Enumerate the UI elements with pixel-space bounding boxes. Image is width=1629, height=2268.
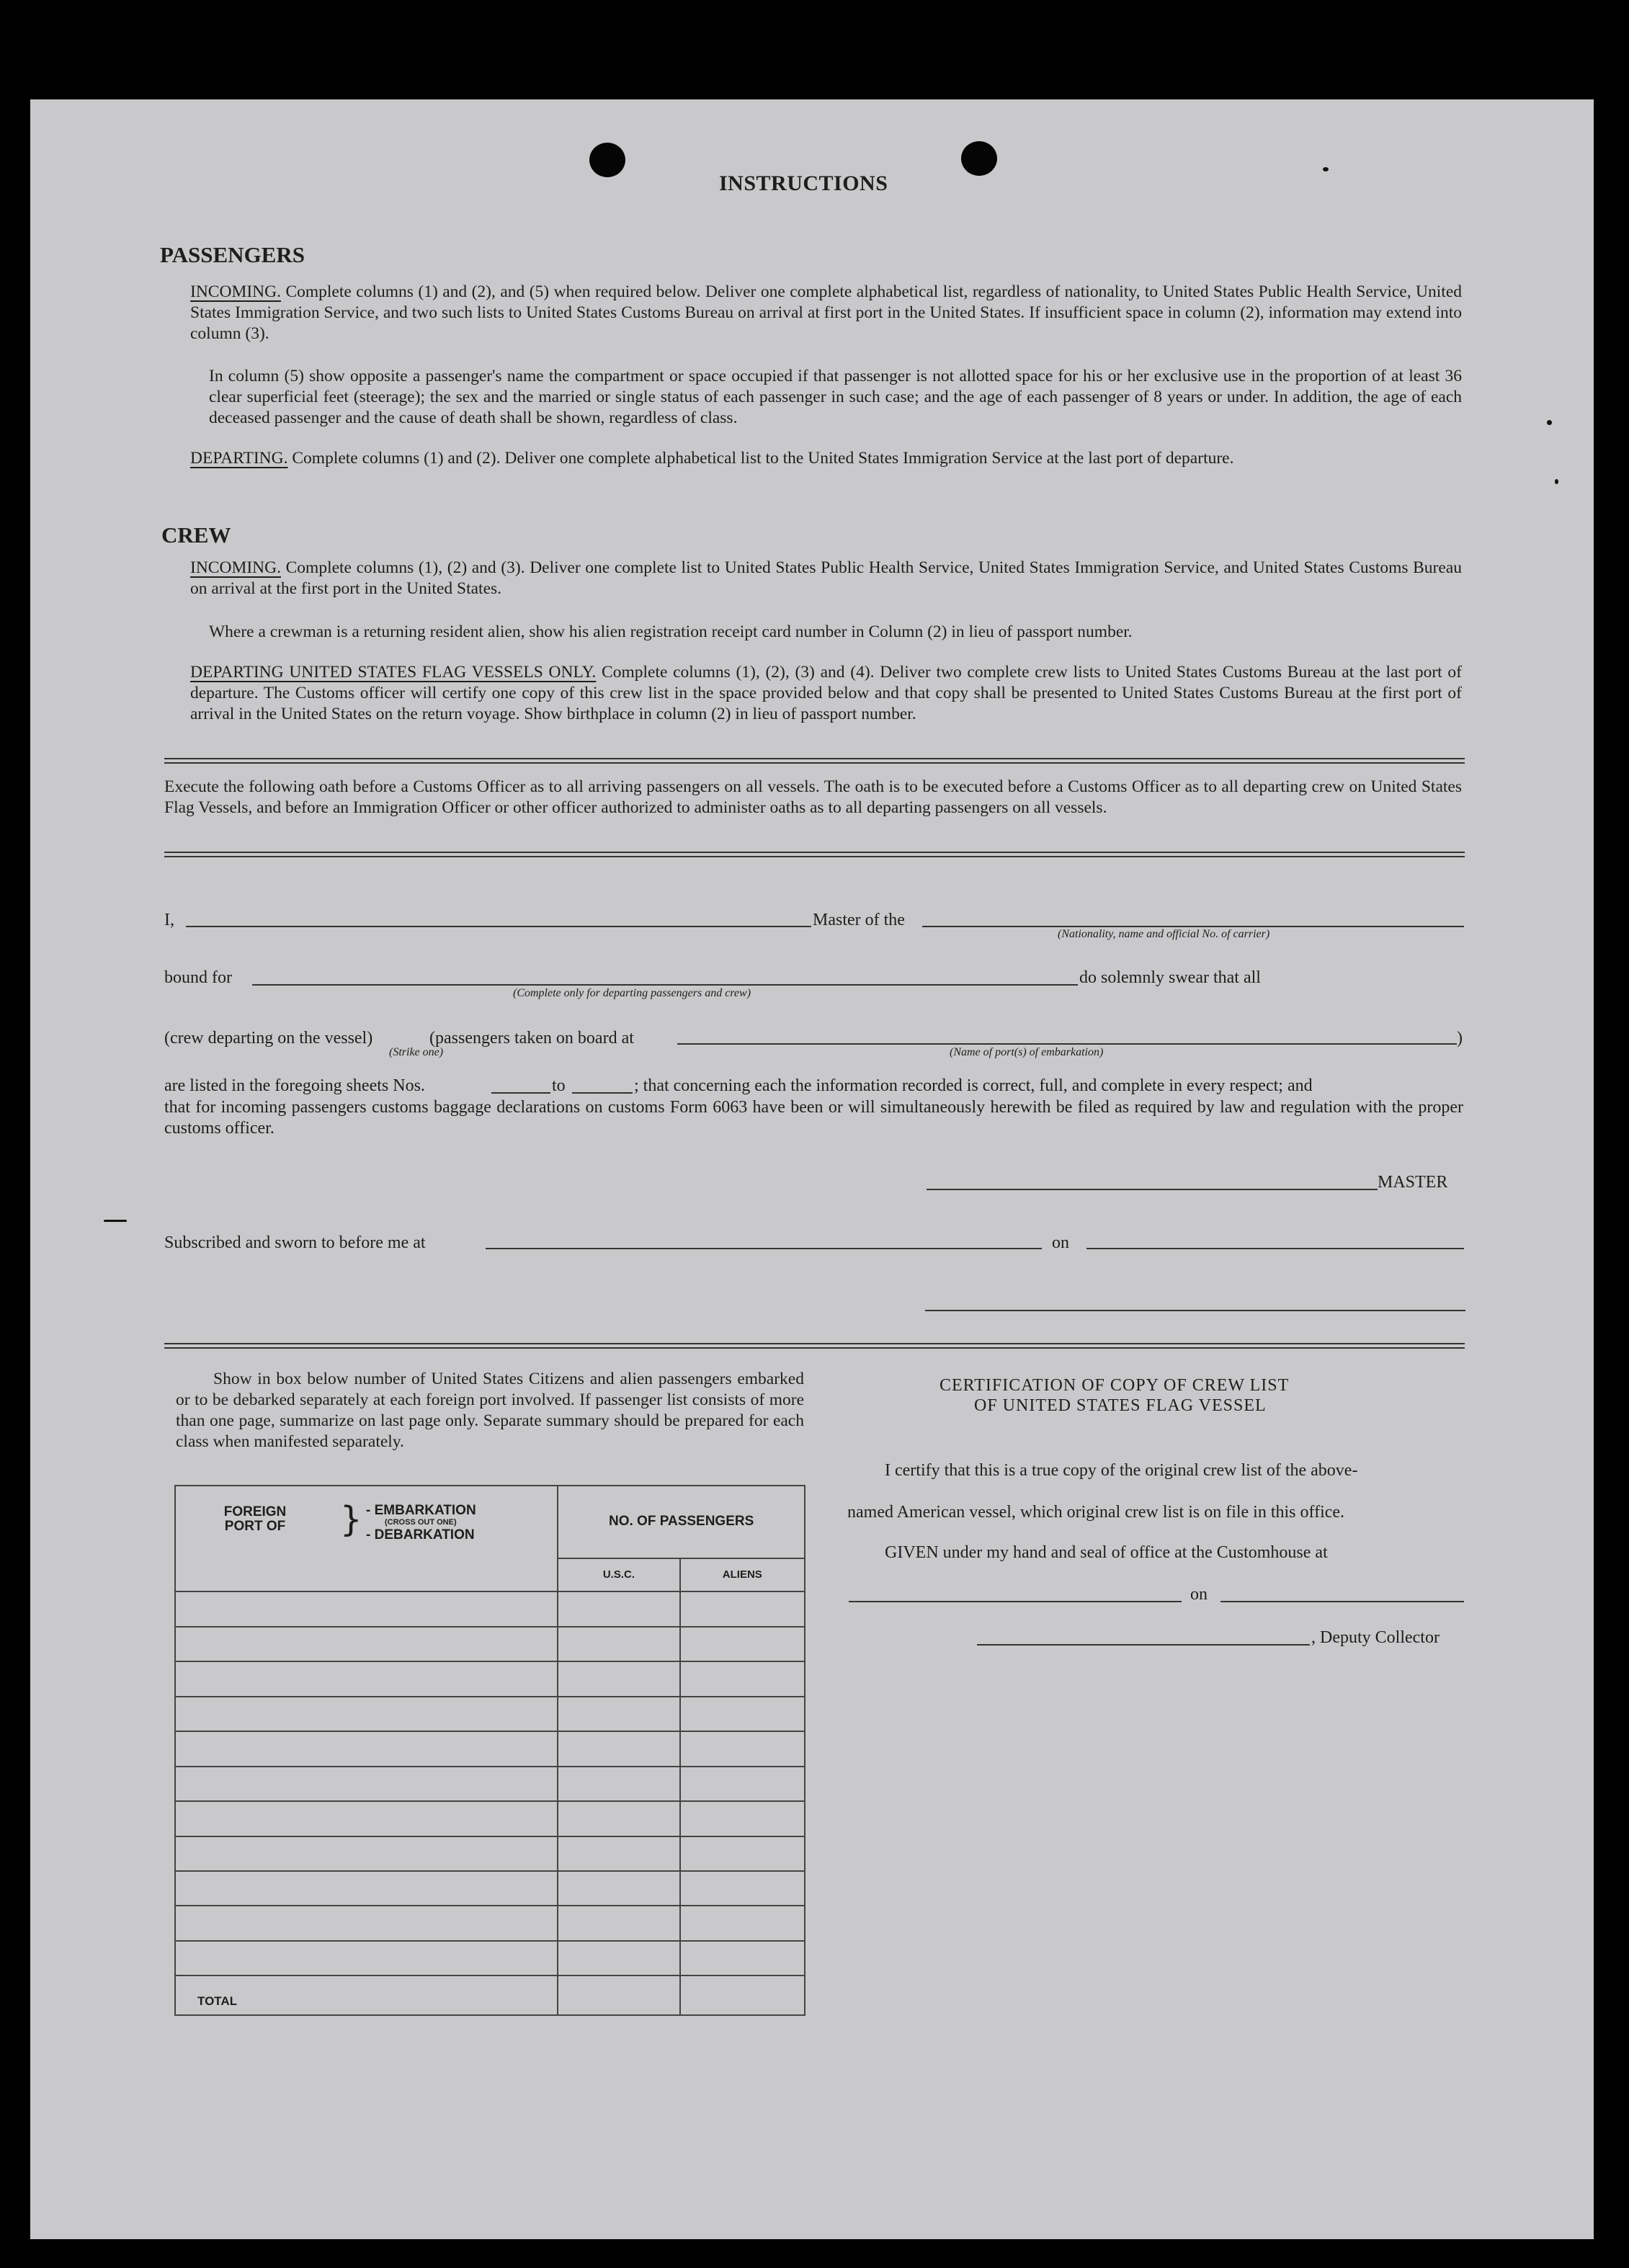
embarkation-port-field[interactable] <box>677 1043 1457 1045</box>
swear-label: do solemnly swear that all <box>1079 968 1261 987</box>
certification-on-label: on <box>1190 1585 1208 1604</box>
passengers-incoming-text: Complete columns (1) and (2), and (5) when required below. Deliver one complete alphabetical list, regardless of nationality, to United States Public Health Service, United States Immigration Service, and two such lists to United States Customs Bureau on arrival at first port in the United States. If insufficient space in column (2), information may extend into column (3). <box>190 282 1463 343</box>
passengers-taken-option[interactable]: (passengers taken on board at <box>429 1029 634 1048</box>
summary-row <box>175 1906 805 1940</box>
total-usc-cell[interactable] <box>558 1975 679 2015</box>
close-paren: ) <box>1457 1029 1463 1048</box>
summary-port-cell[interactable] <box>175 1731 558 1766</box>
certification-given: GIVEN under my hand and seal of office at the Customhouse at <box>885 1543 1328 1562</box>
embarkation-label: - EMBARKATION <box>366 1503 476 1518</box>
summary-port-cell[interactable] <box>175 1661 558 1696</box>
summary-aliens-cell[interactable] <box>680 1731 805 1766</box>
summary-row <box>175 1731 805 1766</box>
summary-row <box>175 1697 805 1731</box>
punch-hole-right <box>961 141 997 176</box>
crew-departing-option[interactable]: (crew departing on the vessel) <box>164 1029 373 1048</box>
crew-incoming-paragraph <box>190 558 1462 599</box>
punch-hole-left <box>589 143 625 177</box>
summary-row <box>175 1801 805 1836</box>
summary-usc-cell[interactable] <box>558 1591 679 1626</box>
no-of-passengers-header: NO. OF PASSENGERS <box>558 1486 805 1558</box>
bound-for-note: (Complete only for departing passengers and crew) <box>513 987 751 999</box>
summary-aliens-cell[interactable] <box>680 1801 805 1836</box>
passengers-column5-paragraph: In column (5) show opposite a passenger's name the compartment or space occupied if that passenger is not allotted space for his or her exclusive use in the proportion of at least 36 clear superficial feet (steerage); the sex and the married or single status of each passenger in such case; and the age of each passenger of 8 years or under. In addition, the age of each deceased passenger and the cause of death shall be shown, regardless of class. <box>209 367 1462 427</box>
summary-port-cell[interactable] <box>175 1941 558 1976</box>
summary-aliens-cell[interactable] <box>680 1767 805 1801</box>
summary-row <box>175 1627 805 1661</box>
listed-sheets-text: ; that concerning each the information recorded is correct, full, and complete in every respect; and <box>634 1076 1313 1095</box>
oath-i-label: I, <box>164 911 174 929</box>
summary-aliens-cell[interactable] <box>680 1591 805 1626</box>
officer-signature-field[interactable] <box>925 1310 1465 1311</box>
listed-to-label: to <box>552 1076 566 1095</box>
summary-port-cell[interactable] <box>175 1627 558 1661</box>
summary-row <box>175 1661 805 1696</box>
total-aliens-cell[interactable] <box>680 1975 805 2015</box>
divider <box>164 852 1465 857</box>
certification-title-2: OF UNITED STATES FLAG VESSEL <box>974 1396 1267 1415</box>
summary-aliens-cell[interactable] <box>680 1941 805 1976</box>
summary-aliens-cell[interactable] <box>680 1836 805 1871</box>
scan-speck <box>1555 479 1558 484</box>
page-title: INSTRUCTIONS <box>719 171 888 195</box>
summary-aliens-cell[interactable] <box>680 1906 805 1940</box>
summary-usc-cell[interactable] <box>558 1871 679 1906</box>
sworn-date-field[interactable] <box>1086 1248 1464 1249</box>
crew-departing-paragraph <box>190 662 1462 725</box>
summary-aliens-cell[interactable] <box>680 1871 805 1906</box>
crew-departing-label: DEPARTING UNITED STATES FLAG VESSELS ONLY. <box>190 663 597 682</box>
crew-departing-text: Complete columns (1), (2), (3) and (4). Deliver two complete crew lists to United States Customs Bureau at the last port of departure. The Customs officer will certify one copy of this crew list in the space provided below and that copy shall be presented to United States Customs Bureau at the first port of arrival in the United States on the return voyage. Show birthplace in column (2) in lieu of passport number. <box>190 663 1462 723</box>
summary-usc-cell[interactable] <box>558 1697 679 1731</box>
passengers-incoming-paragraph <box>190 282 1462 344</box>
strike-one-note: (Strike one) <box>389 1046 444 1058</box>
scan-speck <box>1547 420 1552 425</box>
usc-header: U.S.C. <box>558 1558 679 1591</box>
bound-for-label: bound for <box>164 968 232 987</box>
crew-resident-paragraph: Where a crewman is a returning resident alien, show his alien registration receipt card number in Column (2) in lieu of passport number. <box>209 622 1133 641</box>
master-name-field[interactable] <box>186 926 811 927</box>
crew-incoming-label: INCOMING. <box>190 558 281 577</box>
customhouse-field[interactable] <box>849 1601 1182 1602</box>
master-label: MASTER <box>1378 1173 1448 1192</box>
summary-row <box>175 1767 805 1801</box>
passengers-heading: PASSENGERS <box>160 242 305 267</box>
summary-row <box>175 1941 805 1976</box>
sworn-on-label: on <box>1052 1233 1069 1252</box>
certification-date-field[interactable] <box>1220 1601 1464 1602</box>
passengers-departing-paragraph <box>190 448 1462 469</box>
summary-row <box>175 1591 805 1626</box>
crew-heading: CREW <box>161 522 231 548</box>
oath-intro: Execute the following oath before a Customs Officer as to all arriving passengers on all vessels. The oath is to be executed before a Customs Officer as to all departing crew on United States Flag Vessels, and before an Immigration Officer or other officer authorized to administer oaths as to all departing passengers on all vessels. <box>164 777 1462 817</box>
passenger-summary-table <box>174 1485 805 2016</box>
embarkation-port-note: (Name of port(s) of embarkation) <box>950 1046 1104 1058</box>
summary-port-cell[interactable] <box>175 1697 558 1731</box>
summary-usc-cell[interactable] <box>558 1941 679 1976</box>
summary-aliens-cell[interactable] <box>680 1627 805 1661</box>
summary-port-cell[interactable] <box>175 1871 558 1906</box>
carrier-note: (Nationality, name and official No. of carrier) <box>1058 928 1270 940</box>
passengers-incoming-label: INCOMING. <box>190 282 281 301</box>
summary-instructions: Show in box below number of United States Citizens and alien passengers embarked or to be debarked separately at each foreign port involved. If passenger list consists of more than one page, summarize on last page only. Separate summary should be prepared for each class when manifested separately. <box>176 1370 804 1451</box>
summary-usc-cell[interactable] <box>558 1801 679 1836</box>
total-label: TOTAL <box>197 1994 238 2008</box>
baggage-declaration-text: that for incoming passengers customs baggage declarations on customs Form 6063 have been or will simultaneously herewith be filed as required by law and regulation with the proper customs officer. <box>164 1098 1463 1138</box>
master-of-the-label: Master of the <box>813 911 905 929</box>
brace-icon: } <box>340 1499 362 1540</box>
sworn-place-field[interactable] <box>486 1248 1042 1249</box>
master-signature-field[interactable] <box>927 1189 1378 1190</box>
summary-usc-cell[interactable] <box>558 1731 679 1766</box>
passengers-departing-label: DEPARTING. <box>190 449 288 468</box>
summary-port-cell[interactable] <box>175 1836 558 1871</box>
summary-port-cell[interactable] <box>175 1767 558 1801</box>
summary-usc-cell[interactable] <box>558 1627 679 1661</box>
listed-sheets-label: are listed in the foregoing sheets Nos. <box>164 1076 425 1095</box>
cross-out-one-label: (CROSS OUT ONE) <box>385 1518 457 1527</box>
scan-speck <box>104 1220 127 1222</box>
divider <box>164 1343 1465 1349</box>
aliens-header: ALIENS <box>680 1558 805 1591</box>
crew-incoming-text: Complete columns (1), (2) and (3). Deliver one complete list to United States Public Health Service, United States Immigration Service, and United States Customs Bureau on arrival at the first port in the United States. <box>190 558 1462 598</box>
certification-text-1: I certify that this is a true copy of the original crew list of the above- <box>885 1461 1358 1480</box>
foreign-port-of-label: FOREIGN PORT OF <box>223 1504 287 1534</box>
bound-for-field[interactable] <box>252 984 1078 986</box>
summary-port-cell[interactable] <box>175 1591 558 1626</box>
sheet-to-field[interactable] <box>572 1092 633 1094</box>
summary-aliens-cell[interactable] <box>680 1661 805 1696</box>
summary-row <box>175 1871 805 1906</box>
carrier-field[interactable] <box>922 926 1464 927</box>
deputy-collector-label: , Deputy Collector <box>1311 1628 1440 1647</box>
summary-port-cell[interactable] <box>175 1801 558 1836</box>
summary-port-cell[interactable] <box>175 1906 558 1940</box>
summary-row <box>175 1836 805 1871</box>
total-label-cell <box>175 1975 558 2015</box>
passengers-departing-text: Complete columns (1) and (2). Deliver one complete alphabetical list to the United States Immigration Service at the last port of departure. <box>292 449 1234 468</box>
divider <box>164 758 1465 764</box>
deputy-collector-signature-field[interactable] <box>977 1644 1310 1646</box>
port-header-cell <box>175 1486 558 1591</box>
summary-aliens-cell[interactable] <box>680 1697 805 1731</box>
debarkation-label: - DEBARKATION <box>366 1527 475 1542</box>
sheet-from-field[interactable] <box>491 1092 550 1094</box>
subscribed-label: Subscribed and sworn to before me at <box>164 1233 426 1252</box>
summary-usc-cell[interactable] <box>558 1767 679 1801</box>
summary-usc-cell[interactable] <box>558 1661 679 1696</box>
scan-speck <box>1323 167 1329 171</box>
certification-text-2: named American vessel, which original crew list is on file in this office. <box>847 1503 1345 1522</box>
summary-usc-cell[interactable] <box>558 1906 679 1940</box>
certification-title-1: CERTIFICATION OF COPY OF CREW LIST <box>940 1376 1290 1395</box>
summary-usc-cell[interactable] <box>558 1836 679 1871</box>
